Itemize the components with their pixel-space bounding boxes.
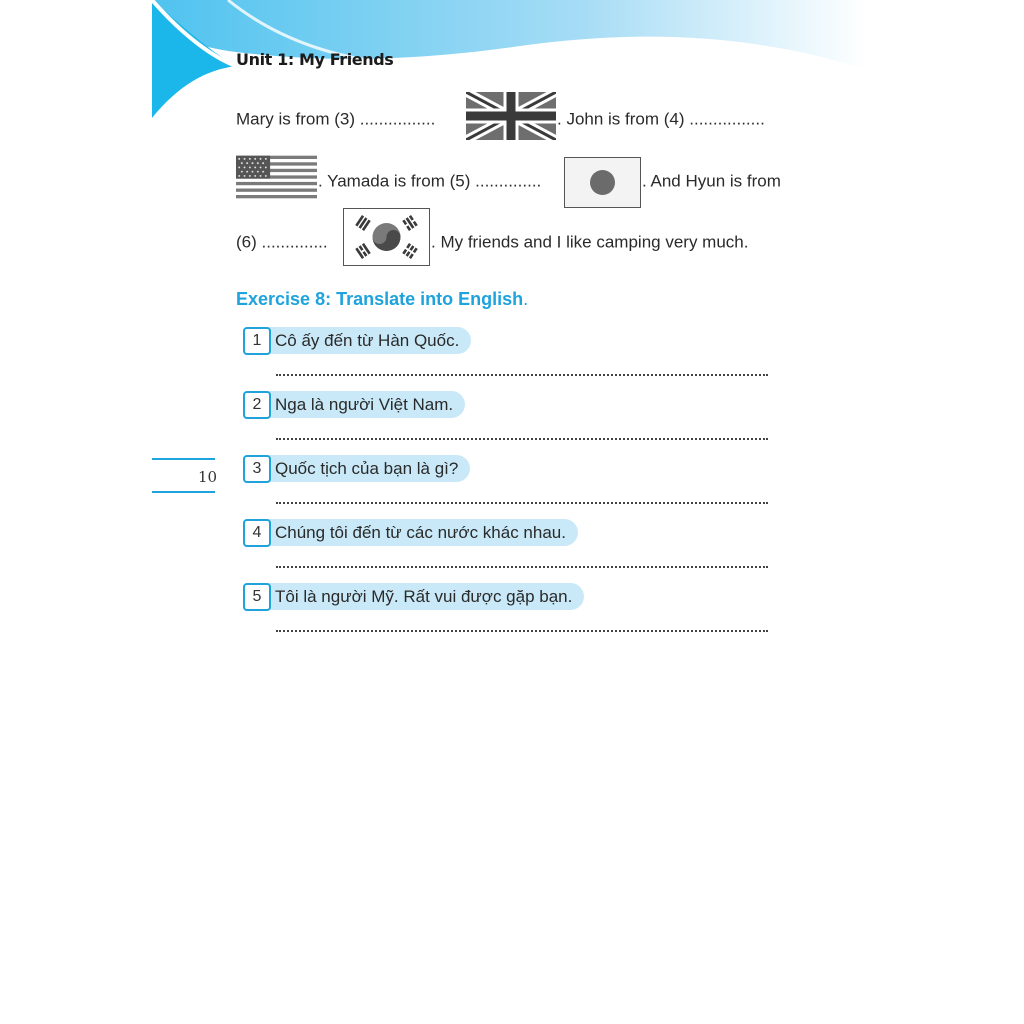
item-number: 1 [243,327,271,355]
exercise-title-period: . [523,289,529,309]
item-prompt: Chúng tôi đến từ các nước khác nhau. [257,519,578,546]
answer-line[interactable] [276,630,768,632]
passage-line-1 [236,109,435,130]
korea-flag-icon [343,208,430,266]
answer-line[interactable] [276,502,768,504]
item-prompt: Nga là người Việt Nam. [257,391,465,418]
page-number-rule-top [152,458,215,460]
passage-text: . Yamada is from (5) .............. [318,171,542,191]
item-prompt: Tôi là người Mỹ. Rất vui được gặp bạn. [257,583,584,610]
item-prompt: Quốc tịch của bạn là gì? [257,455,470,482]
usa-flag-icon [236,154,317,200]
unit-title: Unit 1: My Friends [236,50,394,69]
uk-flag-icon [466,92,556,140]
passage-line-3 [236,232,328,253]
item-number: 2 [243,391,271,419]
passage-line-2-cont [642,171,781,192]
page-number: 10 [198,468,218,486]
passage-text: Mary is from (3) ................ [236,109,436,129]
japan-flag-icon [564,157,641,208]
passage-text: . John is from (4) ................ [557,109,765,129]
exercise-title [236,289,528,310]
passage-text: . My friends and I like camping very much. [431,232,749,252]
passage-text: . And Hyun is from [642,171,781,191]
item-number: 3 [243,455,271,483]
item-number: 5 [243,583,271,611]
exercise-title-text: Exercise 8: Translate into English [236,289,524,309]
item-number: 4 [243,519,271,547]
passage-line-1-cont [557,109,765,130]
answer-line[interactable] [276,438,768,440]
item-prompt: Cô ấy đến từ Hàn Quốc. [257,327,471,354]
answer-line[interactable] [276,566,768,568]
passage-text: (6) .............. [236,232,328,252]
answer-line[interactable] [276,374,768,376]
passage-line-2 [318,171,541,192]
page-number-rule-bottom [152,491,215,493]
passage-line-3-cont [431,232,748,253]
